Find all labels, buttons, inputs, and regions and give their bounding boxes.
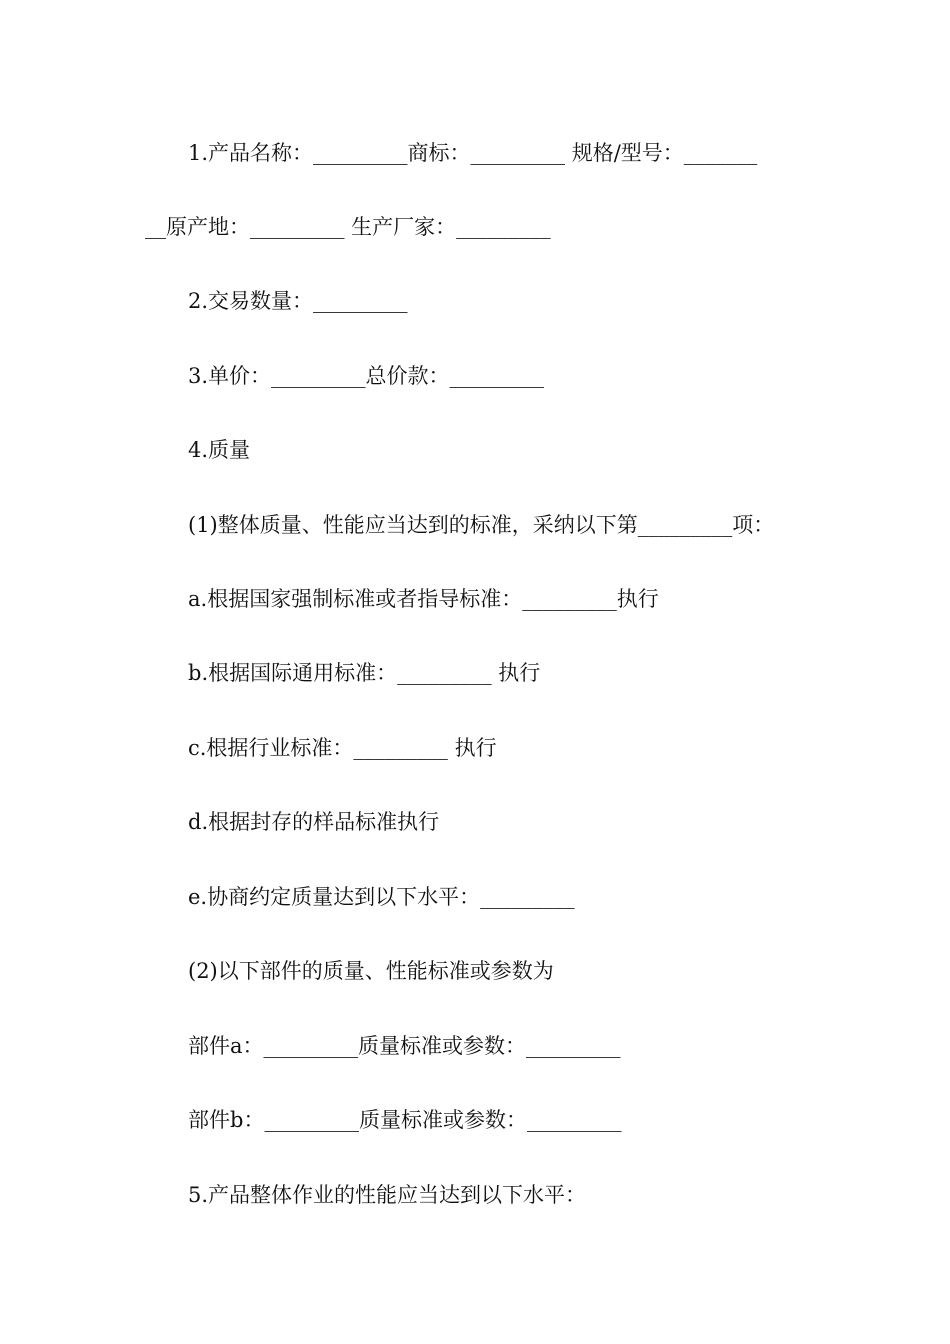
item-5-performance-line: 5.产品整体作业的性能应当达到以下水平： <box>188 1183 587 1207</box>
quality-option-d: d.根据封存的样品标准执行 <box>188 810 440 834</box>
item-1-product-info-line: 1.产品名称：_________商标：_________ 规格/型号：_______ <box>188 141 758 165</box>
quality-option-e: e.协商约定质量达到以下水平：_________ <box>188 885 575 909</box>
item-4-quality-heading: 4.质量 <box>188 438 251 462</box>
component-standards-heading: (2)以下部件的质量、性能标准或参数为 <box>188 959 554 983</box>
component-a-line: 部件a：_________质量标准或参数：_________ <box>188 1034 621 1058</box>
quality-option-b: b.根据国际通用标准：_________ 执行 <box>188 661 541 685</box>
quality-standard-choice: (1)整体质量、性能应当达到的标准，采纳以下第_________项： <box>188 513 775 537</box>
quality-option-c: c.根据行业标准：_________ 执行 <box>188 736 497 760</box>
quality-option-a: a.根据国家强制标准或者指导标准：_________执行 <box>188 587 659 611</box>
component-b-line: 部件b：_________质量标准或参数：_________ <box>188 1108 622 1132</box>
item-1-origin-manufacturer-line: __原产地：_________ 生产厂家：_________ <box>145 215 551 239</box>
item-3-price: 3.单价：_________总价款：_________ <box>188 364 545 388</box>
item-2-quantity: 2.交易数量：_________ <box>188 289 408 313</box>
